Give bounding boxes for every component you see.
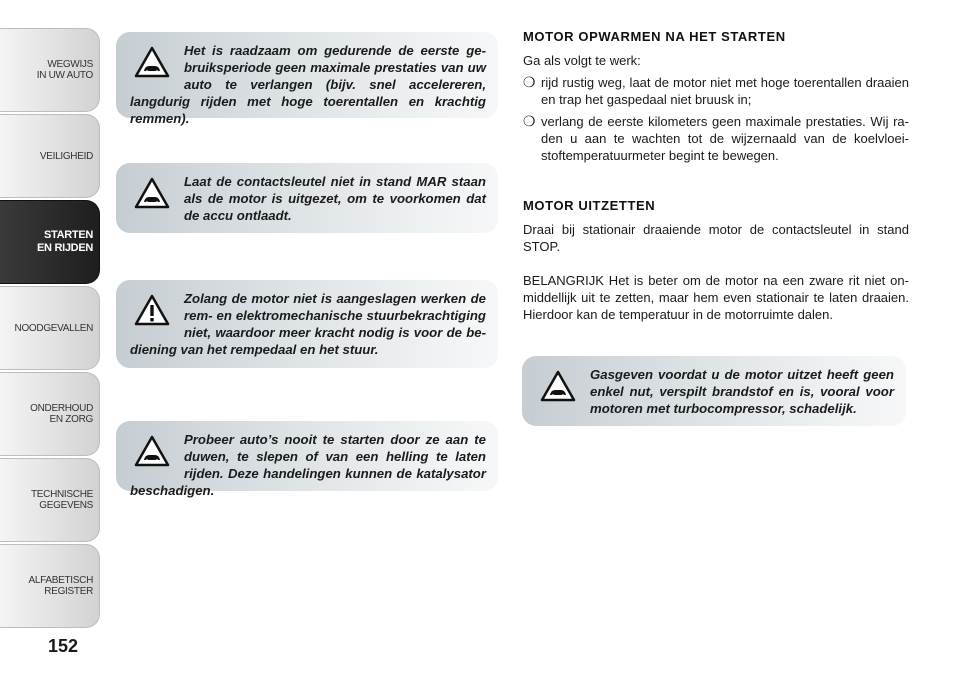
car-warning-icon [134, 177, 174, 217]
tab-veiligheid[interactable]: VEILIGHEID [0, 114, 100, 198]
section-motor-opwarmen [523, 29, 909, 164]
warning-text: Laat de contactsleutel niet in stand MAR staan als de motor is uitgezet, om te voorkomen dat de accu ontlaadt. [184, 174, 486, 223]
car-warning-icon [134, 46, 174, 86]
section-heading: MOTOR OPWARMEN NA HET STARTEN [523, 29, 786, 44]
paragraph-belangrijk: BELANGRIJK Het is beter om de motor na een zware rit niet onmiddellijk uit te zetten, maar hem even stationair te laten draaien. Hierdoor kan de temperatuur in de motorruimte dalen. [523, 273, 909, 322]
list-item: ❍ rijd rustig weg, laat de motor niet met hoge toerentallen draaien en trap het gaspedaal niet bruusk in; [523, 74, 909, 107]
warning-box [116, 32, 498, 126]
exclamation-warning-icon [134, 294, 174, 334]
car-warning-icon [540, 370, 580, 410]
warning-text: Het is raadzaam om gedurende de eerste gebruiksperiode geen maximale prestaties van uw auto te verlangen (bijv. snel accelereren, langdurig rijden met hoge toerentallen en krachtig remmen). [130, 43, 486, 126]
section-heading: MOTOR UITZETTEN [523, 198, 656, 213]
warning-text: Zolang de motor niet is aangeslagen werken de rem- en elektromechanische stuurbekrachtiging niet, waardoor meer kracht nodig is voor de bediening van het rempedaal en het stuur. [130, 291, 486, 357]
warning-text: Probeer auto’s nooit te starten door ze aan te duwen, te slepen of van een helling te laten rijden. Deze handelingen kunnen de katalysator beschadigen. [130, 432, 486, 498]
warning-box [522, 356, 906, 426]
warning-box [116, 280, 498, 368]
page-number: 152 [48, 636, 79, 656]
tab-onderhoud[interactable]: ONDERHOUD EN ZORG [0, 372, 100, 456]
tab-alfabetisch-register[interactable]: ALFABETISCH REGISTER [0, 544, 100, 628]
tab-starten-en-rijden[interactable]: STARTEN EN RIJDEN [0, 200, 100, 284]
tab-wegwijs[interactable]: WEGWIJS IN UW AUTO [0, 28, 100, 112]
warning-box [116, 163, 498, 233]
instruction-list [523, 74, 909, 164]
tab-noodgevallen[interactable]: NOODGEVALLEN [0, 286, 100, 370]
list-item: ❍ verlang de eerste kilometers geen maximale prestaties. Wij raden u aan te wachten tot de wijzernaald van de koelvloeistoftemperatuurmeter begint te bewegen. [523, 113, 909, 163]
paragraph: Draai bij stationair draaiende motor de contactsleutel in stand STOP. [523, 222, 909, 254]
warning-text: Gasgeven voordat u de motor uitzet heeft geen enkel nut, verspilt brandstof en is, vooral voor motoren met turbocompressor, schadelijk. [590, 367, 894, 416]
circle-bullet-icon: ❍ [523, 74, 536, 90]
circle-bullet-icon: ❍ [523, 113, 536, 129]
section-motor-uitzetten [523, 198, 909, 323]
car-warning-icon [134, 435, 174, 475]
section-intro: Ga als volgt te werk: [523, 53, 641, 68]
warning-box [116, 421, 498, 498]
tab-technische-gegevens[interactable]: TECHNISCHE GEGEVENS [0, 458, 100, 542]
